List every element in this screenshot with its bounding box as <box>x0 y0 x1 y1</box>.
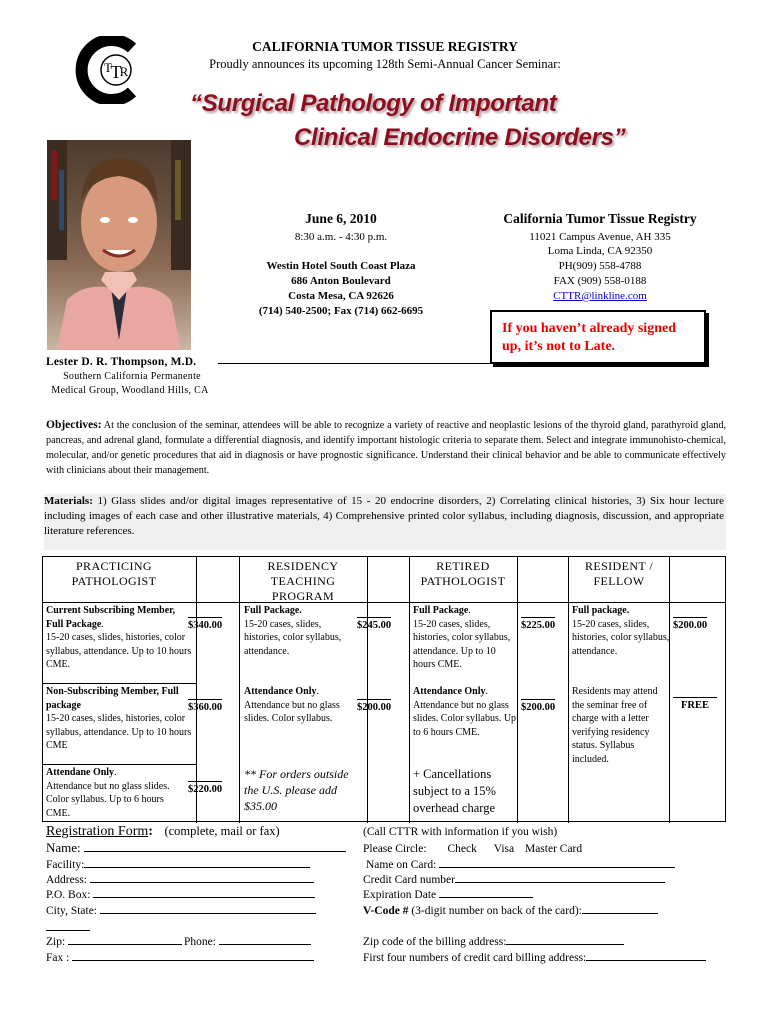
po-box-field[interactable]: P.O. Box: <box>46 887 315 903</box>
v-code-field[interactable]: V-Code # (3-digit number on back of the card): <box>363 903 658 919</box>
objectives-text: At the conclusion of the seminar, attendees will be able to recognize a variety of reactive and neoplastic lesions of the thyroid gland, parathyroid gland, pancreas, and adrenal gland, formulate a differential diagnosis, and identify important histologic criteria to separate them. Select and integrate immunohisto-chemical, molecular, and/or genetic procedures that aid in diagnosis or have prognostic significance. Understand their clinical behavior and be able to communicate effectively with clinicians about their management. <box>46 420 726 476</box>
registry-name: California Tumor Tissue Registry <box>503 211 697 226</box>
practicing-nonsubscribing-option: Non-Subscribing Member, Full package 15-20 cases, slides, histories, color syllabus, attendance. Up to 10 hours CME <box>46 686 192 751</box>
header-residency: RESIDENCY TEACHING PROGRAM <box>267 559 339 603</box>
materials-label: Materials: <box>44 495 93 507</box>
retired-attendance-price: $200.00 <box>521 699 555 713</box>
residency-attendance-option: Attendance Only. Attendance but no glass slides. Color syllabus. <box>244 686 340 724</box>
seminar-title-line-1: “Surgical Pathology of Important <box>190 90 557 117</box>
registry-heading: CALIFORNIA TUMOR TISSUE REGISTRY <box>252 39 518 54</box>
event-city: Costa Mesa, CA 92626 <box>288 290 394 302</box>
mastercard-option[interactable]: Master Card <box>524 843 583 855</box>
materials-text: 1) Glass slides and/or digital images representative of 15 - 20 endocrine disorders, 2) Correlating clinical histories, 3) Six hour lecture including images of each case and other illustrative materials, 4) Comprehensive printed color syllabus, including diagnosis, discussion, and appropriate literature references. <box>44 495 724 537</box>
residency-full-option: Full Package. 15-20 cases, slides, histories, color syllabus, attendance. <box>244 605 342 657</box>
retired-full-price: $225.00 <box>521 617 555 631</box>
speaker-name: Lester D. R. Thompson, M.D. <box>46 356 197 368</box>
event-phone: (714) 540-2500; Fax (714) 662-6695 <box>258 305 424 317</box>
event-date: June 6, 2010 <box>305 211 377 226</box>
cttr-logo <box>72 36 144 104</box>
svg-text:T: T <box>110 62 122 82</box>
card-number-field[interactable]: Credit Card number <box>363 872 665 888</box>
payment-intro: (Call CTTR with information if you wish) <box>363 826 558 838</box>
expiration-date-field[interactable]: Expiration Date <box>363 887 533 903</box>
practicing-attendance-price: $220.00 <box>188 781 222 795</box>
billing-address-digits-field[interactable]: First four numbers of credit card billing address: <box>363 950 706 966</box>
header-retired: RETIRED PATHOLOGIST <box>420 559 506 588</box>
registration-instructions: (complete, mail or fax) <box>164 824 280 838</box>
billing-zip-field[interactable]: Zip code of the billing address: <box>363 934 624 950</box>
registry-fax: FAX (909) 558-0188 <box>553 275 647 287</box>
international-surcharge-note: ** For orders outside the U.S. please add $35.00 <box>244 767 349 813</box>
event-venue: Westin Hotel South Coast Plaza <box>266 260 416 272</box>
event-time: 8:30 a.m. - 4:30 p.m. <box>294 231 388 243</box>
residency-attendance-price: $200.00 <box>357 699 391 713</box>
practicing-subscribing-option: Current Subscribing Member, Full Package. 15-20 cases, slides, histories, color syllabus, attendance. Up to 10 hours CME. <box>46 605 192 670</box>
svg-text:T: T <box>104 60 112 75</box>
pricing-table <box>42 556 726 822</box>
resident-full-option: Full package. 15-20 cases, slides, histories, color syllabus, attendance. <box>572 605 670 657</box>
check-option[interactable]: Check <box>447 843 477 855</box>
retired-attendance-option: Attendance Only. Attendance but no glass slides. Color syllabus. Up to 6 hours CME. <box>413 686 517 738</box>
name-on-card-field[interactable]: Name on Card: <box>366 857 675 873</box>
objectives-paragraph <box>46 418 726 478</box>
header-practicing: PRACTICING PATHOLOGIST <box>71 559 157 588</box>
header-resident: RESIDENT / FELLOW <box>584 559 654 588</box>
late-signup-notice: If you haven’t already signed up, it’s not to Late. <box>490 310 706 364</box>
retired-full-option: Full Package. 15-20 cases, slides, histories, color syllabus, attendance. Up to 10 hours CME. <box>413 605 511 670</box>
residency-full-price: $245.00 <box>357 617 391 631</box>
registry-email-link[interactable]: CTTR@linkline.com <box>553 290 647 302</box>
practicing-attendance-option: Attendane Only. Attendance but no glass slides. Color syllabus. Up to 6 hours CME. <box>46 767 170 819</box>
event-street: 686 Anton Boulevard <box>291 275 391 287</box>
phone-field[interactable]: Phone: <box>184 934 311 950</box>
city-state-field-overflow-line <box>46 930 90 931</box>
seminar-announcement: Proudly announces its upcoming 128th Semi-Annual Cancer Seminar: <box>209 57 561 71</box>
speaker-photo <box>47 140 191 350</box>
fax-field[interactable]: Fax : <box>46 950 314 966</box>
name-field[interactable]: Name: <box>46 840 346 855</box>
cancellation-note: + Cancellations subject to a 15% overhead charge <box>413 767 496 815</box>
registry-address: 11021 Campus Avenue, AH 335 <box>529 231 671 243</box>
zip-field[interactable]: Zip: <box>46 934 182 950</box>
city-state-field[interactable]: City, State: <box>46 903 316 919</box>
divider-line <box>218 363 650 364</box>
objectives-label: Objectives: <box>46 419 102 431</box>
payment-method-options: Please Circle: Check Visa Master Card <box>363 843 583 855</box>
practicing-nonsubscribing-price: $360.00 <box>188 699 222 713</box>
visa-option[interactable]: Visa <box>493 843 515 855</box>
registry-phone: PH(909) 558-4788 <box>558 260 642 272</box>
facility-field[interactable]: Facility: <box>46 857 310 873</box>
materials-paragraph <box>44 494 726 550</box>
speaker-affiliation-1: Southern California Permanente <box>63 371 201 382</box>
address-field[interactable]: Address: <box>46 872 314 888</box>
seminar-title-line-2: Clinical Endocrine Disorders” <box>294 124 626 151</box>
resident-free-option: Residents may attend the seminar free of charge with a letter verifying residency status. Syllabus included. <box>572 686 658 765</box>
svg-text:R: R <box>119 64 129 79</box>
practicing-subscribing-price: $340.00 <box>188 617 222 631</box>
resident-full-price: $200.00 <box>673 617 707 631</box>
registry-city: Loma Linda, CA 92350 <box>547 245 653 257</box>
resident-free-price: FREE <box>673 697 717 711</box>
speaker-affiliation-2: Medical Group, Woodland Hills, CA <box>51 385 209 396</box>
registration-form-heading: Registration Form: (complete, mail or fax) <box>46 824 280 839</box>
